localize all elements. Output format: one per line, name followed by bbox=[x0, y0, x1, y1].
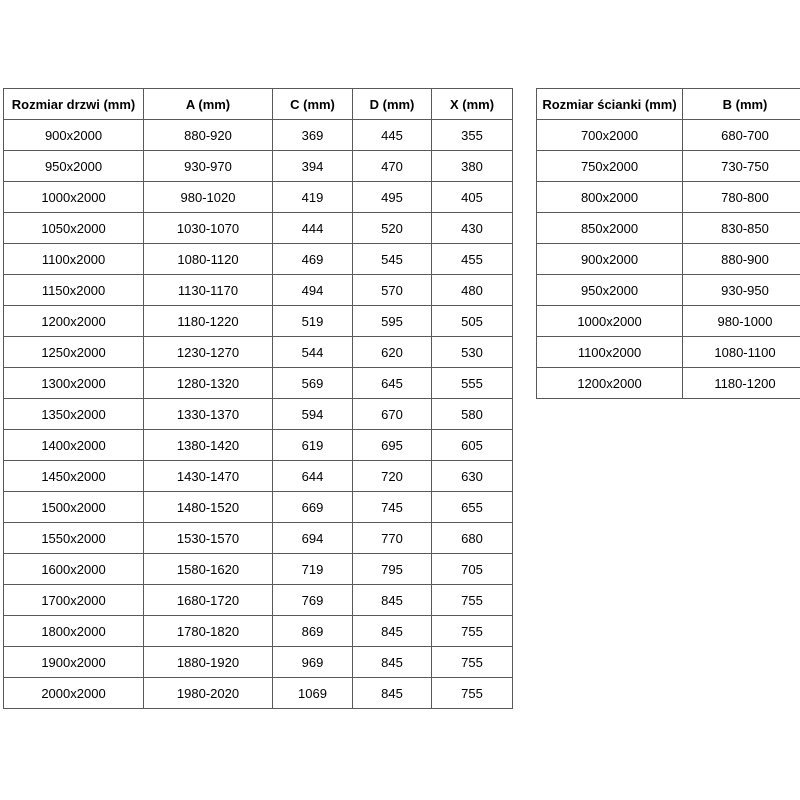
table-cell: 1069 bbox=[273, 678, 353, 709]
table-cell: 1500x2000 bbox=[4, 492, 144, 523]
door-size-table bbox=[3, 88, 513, 709]
table-cell: 419 bbox=[273, 182, 353, 213]
table-row bbox=[537, 213, 800, 244]
table-cell: 605 bbox=[432, 430, 513, 461]
table-cell: 719 bbox=[273, 554, 353, 585]
table-cell: 1100x2000 bbox=[4, 244, 144, 275]
table-cell: 1450x2000 bbox=[4, 461, 144, 492]
table-cell: 705 bbox=[432, 554, 513, 585]
table-cell: 2000x2000 bbox=[4, 678, 144, 709]
table-cell: 355 bbox=[432, 120, 513, 151]
table-cell: 980-1020 bbox=[144, 182, 273, 213]
table-cell: 680 bbox=[432, 523, 513, 554]
table-cell: 1000x2000 bbox=[537, 306, 683, 337]
table-cell: 1430-1470 bbox=[144, 461, 273, 492]
table-row bbox=[537, 306, 800, 337]
table-header-cell: X (mm) bbox=[432, 89, 513, 120]
table-cell: 1030-1070 bbox=[144, 213, 273, 244]
table-header-row bbox=[537, 89, 800, 120]
table-cell: 369 bbox=[273, 120, 353, 151]
table-cell: 545 bbox=[353, 244, 432, 275]
table-cell: 469 bbox=[273, 244, 353, 275]
table-cell: 720 bbox=[353, 461, 432, 492]
table-cell: 630 bbox=[432, 461, 513, 492]
table-cell: 480 bbox=[432, 275, 513, 306]
table-cell: 755 bbox=[432, 616, 513, 647]
table-cell: 900x2000 bbox=[537, 244, 683, 275]
table-cell: 830-850 bbox=[683, 213, 800, 244]
table-row bbox=[4, 213, 513, 244]
table-cell: 655 bbox=[432, 492, 513, 523]
table-cell: 755 bbox=[432, 678, 513, 709]
table-cell: 1130-1170 bbox=[144, 275, 273, 306]
table-cell: 380 bbox=[432, 151, 513, 182]
table-cell: 700x2000 bbox=[537, 120, 683, 151]
table-cell: 1200x2000 bbox=[4, 306, 144, 337]
table-row bbox=[537, 151, 800, 182]
table-cell: 880-920 bbox=[144, 120, 273, 151]
table-row bbox=[4, 678, 513, 709]
table-row bbox=[537, 120, 800, 151]
table-row bbox=[4, 554, 513, 585]
table-cell: 800x2000 bbox=[537, 182, 683, 213]
table-cell: 1530-1570 bbox=[144, 523, 273, 554]
table-cell: 950x2000 bbox=[4, 151, 144, 182]
table-cell: 1330-1370 bbox=[144, 399, 273, 430]
table-cell: 1980-2020 bbox=[144, 678, 273, 709]
table-cell: 930-970 bbox=[144, 151, 273, 182]
table-header-cell: Rozmiar ścianki (mm) bbox=[537, 89, 683, 120]
table-cell: 1780-1820 bbox=[144, 616, 273, 647]
table-row bbox=[4, 368, 513, 399]
table-row bbox=[4, 647, 513, 678]
table-cell: 845 bbox=[353, 616, 432, 647]
table-cell: 1600x2000 bbox=[4, 554, 144, 585]
table-cell: 850x2000 bbox=[537, 213, 683, 244]
table-cell: 1180-1220 bbox=[144, 306, 273, 337]
table-cell: 455 bbox=[432, 244, 513, 275]
table-cell: 1080-1100 bbox=[683, 337, 800, 368]
table-row bbox=[4, 585, 513, 616]
table-cell: 1150x2000 bbox=[4, 275, 144, 306]
table-cell: 1400x2000 bbox=[4, 430, 144, 461]
table-cell: 1280-1320 bbox=[144, 368, 273, 399]
table-cell: 620 bbox=[353, 337, 432, 368]
table-cell: 1050x2000 bbox=[4, 213, 144, 244]
table-cell: 755 bbox=[432, 585, 513, 616]
table-row bbox=[4, 306, 513, 337]
table-cell: 1880-1920 bbox=[144, 647, 273, 678]
table-cell: 394 bbox=[273, 151, 353, 182]
table-cell: 845 bbox=[353, 647, 432, 678]
table-cell: 1580-1620 bbox=[144, 554, 273, 585]
table-row bbox=[4, 182, 513, 213]
table-cell: 980-1000 bbox=[683, 306, 800, 337]
table-cell: 1100x2000 bbox=[537, 337, 683, 368]
table-cell: 644 bbox=[273, 461, 353, 492]
table-row bbox=[4, 337, 513, 368]
table-cell: 445 bbox=[353, 120, 432, 151]
table-cell: 969 bbox=[273, 647, 353, 678]
table-cell: 950x2000 bbox=[537, 275, 683, 306]
table-cell: 645 bbox=[353, 368, 432, 399]
table-cell: 619 bbox=[273, 430, 353, 461]
table-cell: 1230-1270 bbox=[144, 337, 273, 368]
table-cell: 1700x2000 bbox=[4, 585, 144, 616]
table-row bbox=[4, 523, 513, 554]
table-cell: 1250x2000 bbox=[4, 337, 144, 368]
table-cell: 845 bbox=[353, 678, 432, 709]
table-header-cell: C (mm) bbox=[273, 89, 353, 120]
table-cell: 750x2000 bbox=[537, 151, 683, 182]
table-header-cell: D (mm) bbox=[353, 89, 432, 120]
table-cell: 1550x2000 bbox=[4, 523, 144, 554]
table-cell: 1350x2000 bbox=[4, 399, 144, 430]
table-cell: 1000x2000 bbox=[4, 182, 144, 213]
table-cell: 669 bbox=[273, 492, 353, 523]
table-cell: 430 bbox=[432, 213, 513, 244]
table-cell: 544 bbox=[273, 337, 353, 368]
table-cell: 520 bbox=[353, 213, 432, 244]
table-row bbox=[4, 399, 513, 430]
table-cell: 519 bbox=[273, 306, 353, 337]
table-cell: 1480-1520 bbox=[144, 492, 273, 523]
wall-size-table bbox=[536, 88, 800, 399]
table-cell: 755 bbox=[432, 647, 513, 678]
table-row bbox=[4, 492, 513, 523]
table-cell: 1300x2000 bbox=[4, 368, 144, 399]
table-cell: 1180-1200 bbox=[683, 368, 800, 399]
table-cell: 730-750 bbox=[683, 151, 800, 182]
table-cell: 795 bbox=[353, 554, 432, 585]
table-cell: 530 bbox=[432, 337, 513, 368]
table-cell: 595 bbox=[353, 306, 432, 337]
table-cell: 594 bbox=[273, 399, 353, 430]
table-cell: 900x2000 bbox=[4, 120, 144, 151]
table-header-row bbox=[4, 89, 513, 120]
table-cell: 1900x2000 bbox=[4, 647, 144, 678]
table-row bbox=[537, 182, 800, 213]
table-cell: 845 bbox=[353, 585, 432, 616]
table-cell: 930-950 bbox=[683, 275, 800, 306]
table-row bbox=[4, 461, 513, 492]
table-cell: 1200x2000 bbox=[537, 368, 683, 399]
table-cell: 769 bbox=[273, 585, 353, 616]
table-row bbox=[4, 430, 513, 461]
table-row bbox=[4, 151, 513, 182]
table-cell: 695 bbox=[353, 430, 432, 461]
table-row bbox=[4, 244, 513, 275]
table-header-cell: A (mm) bbox=[144, 89, 273, 120]
table-cell: 494 bbox=[273, 275, 353, 306]
table-cell: 745 bbox=[353, 492, 432, 523]
table-cell: 1380-1420 bbox=[144, 430, 273, 461]
table-cell: 444 bbox=[273, 213, 353, 244]
table-cell: 1080-1120 bbox=[144, 244, 273, 275]
table-row bbox=[4, 616, 513, 647]
table-row bbox=[537, 244, 800, 275]
table-row bbox=[537, 275, 800, 306]
table-cell: 680-700 bbox=[683, 120, 800, 151]
table-cell: 569 bbox=[273, 368, 353, 399]
table-cell: 1800x2000 bbox=[4, 616, 144, 647]
table-row bbox=[4, 120, 513, 151]
table-cell: 780-800 bbox=[683, 182, 800, 213]
table-cell: 570 bbox=[353, 275, 432, 306]
table-cell: 694 bbox=[273, 523, 353, 554]
table-cell: 1680-1720 bbox=[144, 585, 273, 616]
table-row bbox=[537, 368, 800, 399]
table-cell: 405 bbox=[432, 182, 513, 213]
table-header-cell: B (mm) bbox=[683, 89, 800, 120]
table-cell: 505 bbox=[432, 306, 513, 337]
table-cell: 580 bbox=[432, 399, 513, 430]
table-cell: 670 bbox=[353, 399, 432, 430]
table-cell: 470 bbox=[353, 151, 432, 182]
table-cell: 770 bbox=[353, 523, 432, 554]
table-cell: 880-900 bbox=[683, 244, 800, 275]
table-cell: 495 bbox=[353, 182, 432, 213]
table-header-cell: Rozmiar drzwi (mm) bbox=[4, 89, 144, 120]
table-cell: 869 bbox=[273, 616, 353, 647]
table-row bbox=[4, 275, 513, 306]
table-row bbox=[537, 337, 800, 368]
table-cell: 555 bbox=[432, 368, 513, 399]
